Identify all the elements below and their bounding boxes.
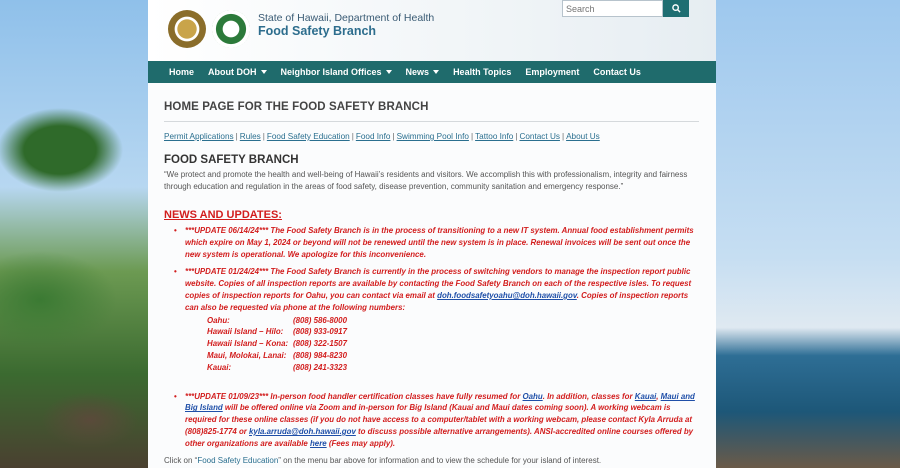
link-online-courses[interactable]: here <box>309 438 327 448</box>
caret-down-icon <box>386 70 392 74</box>
table-row: Maui, Molokai, Lanai: (808) 984-8230 <box>207 350 347 360</box>
email-link-oahu[interactable]: doh.foodsafetyoahu@doh.hawaii.gov <box>437 290 577 300</box>
link-tattoo-info[interactable]: Tattoo Info <box>475 132 514 141</box>
link-maui-big-island-classes[interactable]: Maui and Big Island <box>185 391 695 413</box>
branch-name[interactable]: Food Safety Branch <box>258 24 377 38</box>
department-name: State of Hawaii, Department of Health <box>258 12 435 24</box>
news-list <box>164 225 699 450</box>
background-photo-right <box>716 0 900 468</box>
link-food-info[interactable]: Food Info <box>355 132 391 141</box>
table-row: Hawaii Island – Hilo: (808) 933-0917 <box>207 327 347 337</box>
nav-about-doh[interactable]: About DOH <box>201 67 274 77</box>
search-input[interactable] <box>562 0 663 17</box>
link-kauai-classes[interactable]: Kauai <box>634 391 657 401</box>
nav-news[interactable]: News <box>399 67 447 77</box>
divider <box>164 121 699 122</box>
section-title: FOOD SAFETY BRANCH <box>164 154 299 166</box>
link-oahu-classes[interactable]: Oahu <box>522 391 543 401</box>
nav-employment[interactable]: Employment <box>525 67 580 77</box>
table-row: Kauai: (808) 241-3323 <box>207 362 347 372</box>
nav-home[interactable]: Home <box>169 67 195 77</box>
main-nav <box>148 61 716 83</box>
footer-note: Click on “Food Safety Education” on the menu bar above for information and to view the schedule for your island of interest. <box>164 455 602 465</box>
table-row: Hawaii Island – Kona: (808) 322-1507 <box>207 339 347 349</box>
link-swimming-pool-info[interactable]: Swimming Pool Info <box>396 132 469 141</box>
search-icon <box>672 4 681 13</box>
mission-statement: “We protect and promote the health and well-being of Hawaii’s residents and visitors. We accomplish this with professionalism, integrity and fairness through education and regulation in the areas of food safety, disease prevention, community sanitation and emergency response.” <box>164 170 688 191</box>
background-photo-left <box>0 0 148 468</box>
search-form <box>562 0 689 17</box>
news-item: • ***UPDATE 06/14/24*** The Food Safety Branch is in the process of transitioning to a new IT system. Annual food establishment permits which expire on May 1, 2024 or beyond will not be renewed until the new system is in place. Renewal invoices will be sent out once the new system is operational. We apologize for this inconvenience. <box>185 225 699 260</box>
nav-health-topics[interactable]: Health Topics <box>453 67 512 77</box>
news-item: • ***UPDATE 01/24/24*** The Food Safety Branch is currently in the process of switching vendors to manage the inspection report public website. Copies of all inspection reports are available by contacting the Food Safety Branch on each of the respective isles. To request copies of inspection reports for Oahu, you can contact via email at doh.foodsafetyoahu@doh.hawaii.gov. Copies of inspection reports can also be requested via phone at the following numbers: Oahu: (808) 586-8000 Hawaii Island – Hilo: (808) 933-0917 Hawaii Island – Kona: (808) 322-1507 Maui, Molokai, Lanai: (808) 984-8230 Kauai: (808) 241-3323 <box>185 266 699 384</box>
page-title: HOME PAGE FOR THE FOOD SAFETY BRANCH <box>164 101 429 113</box>
main-content <box>164 83 699 465</box>
site-header <box>148 0 716 61</box>
page-container <box>148 0 716 468</box>
doh-logo <box>212 10 250 48</box>
phone-table <box>207 315 347 374</box>
link-permit-applications[interactable]: Permit Applications <box>164 132 234 141</box>
nav-contact-us[interactable]: Contact Us <box>593 67 641 77</box>
news-item: • ***UPDATE 01/09/23*** In-person food handler certification classes have fully resumed for Oahu. In addition, classes for Kauai, Maui and Big Island will be offered online via Zoom and in-person for Big Island (Kauai and Maui dates coming soon). A working webcam is required for these online classes (if you do not have access to a computer/tablet with a working webcam, please contact Kyla Arruda at (808)825-1774 or kyla.arruda@doh.hawaii.gov to discuss possible alternative arrangements). ANSI-accredited online courses offered by other organizations are available here (Fees may apply). <box>185 391 699 450</box>
quick-links: Permit Applications | Rules | Food Safety Education | Food Info | Swimming Pool Info | Tattoo Info | Contact Us | About Us <box>164 132 600 141</box>
table-row: Oahu: (808) 586-8000 <box>207 315 347 325</box>
link-food-safety-education-footer[interactable]: Food Safety Education <box>197 455 279 465</box>
email-link-kyla[interactable]: kyla.arruda@doh.hawaii.gov <box>249 426 356 436</box>
caret-down-icon <box>433 70 439 74</box>
link-food-safety-education[interactable]: Food Safety Education <box>266 132 350 141</box>
caret-down-icon <box>261 70 267 74</box>
nav-neighbor-island-offices[interactable]: Neighbor Island Offices <box>274 67 399 77</box>
link-rules[interactable]: Rules <box>239 132 261 141</box>
link-about-us[interactable]: About Us <box>566 132 600 141</box>
search-button[interactable] <box>663 0 689 17</box>
state-seal-logo <box>168 10 206 48</box>
link-contact-us[interactable]: Contact Us <box>519 132 560 141</box>
news-heading: NEWS AND UPDATES: <box>164 209 282 221</box>
